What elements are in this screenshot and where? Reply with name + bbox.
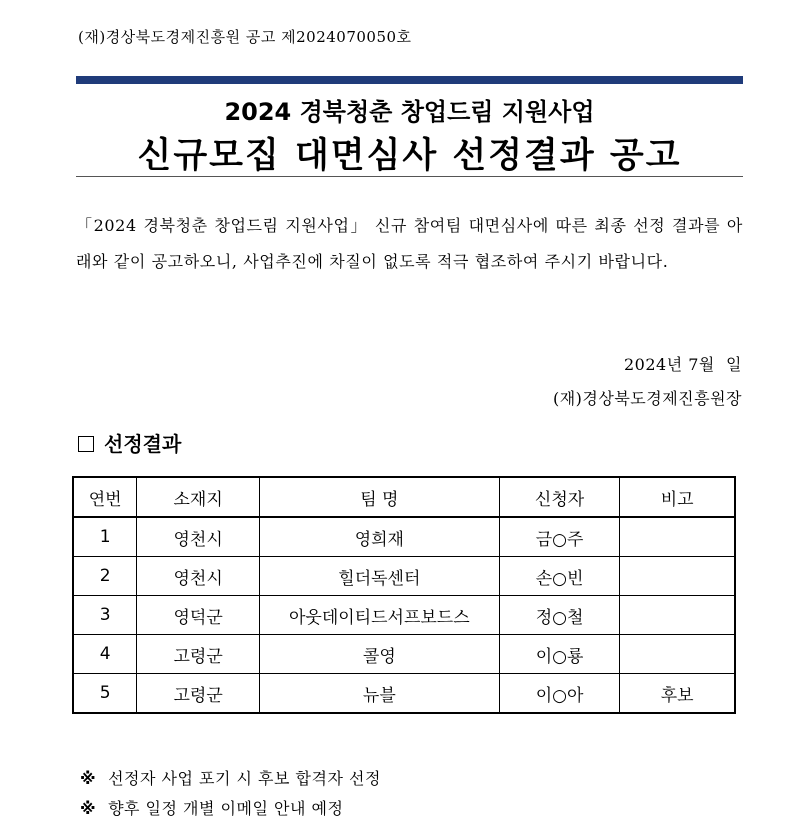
header-team: 팀 명 bbox=[259, 477, 499, 517]
cell-applicant: 금○주 bbox=[499, 517, 620, 557]
notice-date: 2024년 7월 일 bbox=[623, 355, 742, 374]
cell-team: 콜영 bbox=[259, 635, 499, 674]
cell-team: 영희재 bbox=[259, 517, 499, 557]
cell-team: 아웃데이티드서프보드스 bbox=[259, 596, 499, 635]
cell-location: 영덕군 bbox=[137, 596, 260, 635]
cell-no: 3 bbox=[73, 596, 137, 635]
cell-no: 5 bbox=[73, 674, 137, 714]
table-header-row bbox=[73, 477, 735, 517]
cell-applicant: 손○빈 bbox=[499, 557, 620, 596]
cell-location: 고령군 bbox=[137, 635, 260, 674]
table-row bbox=[73, 596, 735, 635]
title-line-2: 신규모집 대면심사 선정결과 공고 bbox=[137, 136, 682, 176]
cell-no: 4 bbox=[73, 635, 137, 674]
cell-applicant: 이○룡 bbox=[499, 635, 620, 674]
cell-note bbox=[620, 596, 735, 635]
notice-number: (재)경상북도경제진흥원 공고 제2024070050호 bbox=[78, 28, 412, 46]
cell-note bbox=[620, 635, 735, 674]
note-item bbox=[80, 764, 381, 794]
cell-note bbox=[620, 517, 735, 557]
issuer: (재)경상북도경제진흥원장 bbox=[552, 389, 742, 408]
body-text: 「2024 경북청춘 창업드림 지원사업」 신규 참여팀 대면심사에 따른 최종 선정 결과를 아래와 같이 공고하오니, 사업추진에 차질이 없도록 적극 협조하여 주시기 바랍니다. bbox=[76, 216, 743, 271]
cell-no: 2 bbox=[73, 557, 137, 596]
cell-team: 힐더독센터 bbox=[259, 557, 499, 596]
table-row bbox=[73, 635, 735, 674]
title-line-1: 2024 경북청춘 창업드림 지원사업 bbox=[224, 98, 595, 126]
header-no: 연번 bbox=[73, 477, 137, 517]
cell-applicant: 이○아 bbox=[499, 674, 620, 714]
notes-list bbox=[80, 764, 381, 824]
table-row bbox=[73, 557, 735, 596]
checkbox-square-icon bbox=[78, 436, 94, 452]
title-bottom-line bbox=[76, 176, 743, 177]
cell-no: 1 bbox=[73, 517, 137, 557]
cell-location: 영천시 bbox=[137, 517, 260, 557]
cell-note: 후보 bbox=[620, 674, 735, 714]
cell-note bbox=[620, 557, 735, 596]
header-note: 비고 bbox=[620, 477, 735, 517]
reference-mark-icon: ※ bbox=[80, 799, 97, 818]
cell-applicant: 정○철 bbox=[499, 596, 620, 635]
reference-mark-icon: ※ bbox=[80, 769, 97, 788]
note-text: 선정자 사업 포기 시 후보 합격자 선정 bbox=[108, 769, 381, 788]
cell-location: 고령군 bbox=[137, 674, 260, 714]
note-text: 향후 일정 개별 이메일 안내 예정 bbox=[108, 799, 344, 818]
title-top-bar bbox=[76, 76, 743, 84]
table-row bbox=[73, 674, 735, 714]
cell-location: 영천시 bbox=[137, 557, 260, 596]
section-title-text: 선정결과 bbox=[104, 432, 182, 456]
header-location: 소재지 bbox=[137, 477, 260, 517]
note-item bbox=[80, 794, 381, 824]
section-title bbox=[78, 428, 181, 457]
header-applicant: 신청자 bbox=[499, 477, 620, 517]
cell-team: 뉴블 bbox=[259, 674, 499, 714]
table-row bbox=[73, 517, 735, 557]
result-table bbox=[72, 476, 736, 714]
